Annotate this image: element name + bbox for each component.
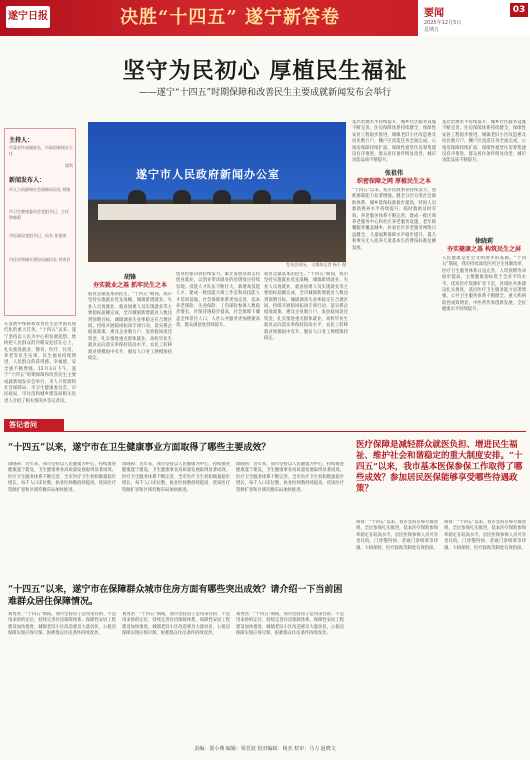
speaker-name: 张祖伟 [384, 170, 403, 177]
page-footer-credits: 责编：郭小燕 编辑：梁晋波 校对编辑：杨杰 校审：马力 赵晓文 [194, 746, 336, 752]
speaker-item: 市卫生健康委员会党组书记、主任 徐晓莉 [9, 209, 69, 220]
host-text: 市委宣传部副部长、市政府新闻办主任 [9, 145, 73, 156]
answer-column: 刘秀君：“十四五”期间，我市坚持房子是用来住的、不是用来炒的定位，持续完善住房保障体系，保障性安居工程建设加快推进，城镇老旧小区改造惠及大量居民，公租房保障实现应保尽保，困难群众住房条件持续改善。 [236, 612, 344, 637]
speaker-item: 市民政局党组书记、局长 张祖伟 [9, 233, 67, 238]
masthead-slogan: 决胜“十四五” 遂宁新答卷 [120, 7, 340, 28]
article-column: “十四五”以来，我市民政事业持续发力，兜底保障能力显著增强。健全分层分类社会救助体系，城乡低保标准稳步提高，特困人员救助供养水平持续提升，临时救助及时有效。养老服务体系不断完善，建成一批区域养老服务中心和社区养老服务设施，老年助餐服务覆盖城乡，居家社区养老服务网络日益健全。儿童福利保障水平稳步提升，孤儿和事实无人抚养儿童基本生活费按标准足额发放。 [352, 188, 436, 251]
speaker-topic: 织密保障之网 厚植民生之本 [356, 178, 432, 185]
question-heading: 医疗保障是减轻群众就医负担、增进民生福祉、维护社会和谐稳定的重大制度安排。“十四五”以来，我市基本医保参保工作取得了哪些成效？参加居民医保能够享受哪些待遇政策？ [356, 440, 523, 494]
section-divider [4, 431, 526, 432]
photo-caption: 发布会现场。 全媒体记者 杨千 摄 [286, 262, 346, 267]
qa-section-label: 答记者问 [9, 421, 37, 429]
newspaper-logo: 遂宁日报 [6, 6, 50, 28]
answer-column: 徐晓莉：近年来，我市坚持以人民健康为中心，持续推进健康遂宁建设，卫生健康事业高质量发展取得显著成效。医疗卫生服务体系不断完善，全市医疗卫生机构数量稳步增长，每千人口床位数、执业医师数持续提高，优质医疗资源扩容和区域均衡布局加快推进。 [236, 462, 344, 493]
masthead [0, 0, 530, 36]
page-headline: 坚守为民初心 厚植民生福祉 [122, 58, 408, 84]
article-column: 基层治理水平持续提升，城乡社区服务设施不断完善。住房保障体系持续健全，保障性安居工程稳步推进，城镇老旧小区改造惠及居民数万户，棚户区改造任务全面完成，公租房保障持续扩面，保障性租赁住房筹集建设有序推进，群众居住条件明显改善，城市功能品质不断提升。 [442, 120, 526, 164]
answer-column: 胡锋：“十四五”以来，我市坚持应保尽保原则，全民参保扎实推进，基本医疗保险参保率稳定在较高水平。居民医保参保人员可享受住院、门诊慢特病、普通门诊统筹等待遇，大病保险、医疗救助等制度有效衔接。 [444, 520, 526, 551]
lead-paragraph: 在发展中保障和改善民生是中国式现代化的重大任务。“十四五”以来，遂宁坚持以人民为中心的发展思想，始终把人民群众的冷暖安危挂在心上，扎实推进就业、教育、医疗、住房、养老等民生实事，民生福祉持续增进，人民群众的获得感、幸福感、安全感不断增强。12月3日下午，遂宁“十四五”时期保障和改善民生主要成就新闻发布会举行。市人力资源和社会保障局、市卫生健康委员会、市民政局、市住房和城乡建设局相关负责人介绍了相关情况并答记者问。 [4, 322, 76, 404]
article-column: 创业担保贷款持续发力，累计发放贷款支持创业就业，以创业带动就业的倍增效应持续显现。技能人才队伍不断壮大，新增高技能人才，建成一批技能大师工作室和高技能人才培训基地。社会保障体系更加完善，基本养老保险、失业保险、工伤保险参保人数稳步增长，社保待遇稳步提高，社会保障卡覆盖全体常住人口，人社公共服务更加便捷高效，群众满意度持续提升。 [176, 272, 260, 329]
issue-weekday: 星期五 [424, 27, 440, 33]
article-column: 就业是最基本的民生。“十四五”期间，我市坚持实施就业优先战略，城镇新增就业、失业人员再就业、就业困难人员实现就业等主要指标超额完成，全市城镇新增就业人数达到预期目标，城镇调查失业率稳定在合理区间。持续开展稳岗拓岗专项行动，落实援企稳岗政策，惠及企业数万户，发放稳岗返还资金，扎实推进重点群体就业，高校毕业生就业去向落实率保持较高水平，农民工转移就业规模稳中有升，脱贫人口务工规模保持稳定。 [264, 272, 348, 342]
conference-table [98, 204, 336, 220]
speaker-item: 市人力资源和社会保障局局长 胡锋 [9, 187, 71, 192]
issue-date: 2025年12月5日 [424, 20, 462, 26]
host-name: 梁利 [65, 163, 73, 168]
page-number: 03 [510, 3, 528, 17]
page-subheadline: ——遂宁“十四五”时期保障和改善民生主要成就新闻发布会举行 [138, 88, 392, 98]
speaker-topic: 夯实健康之基 构筑民生之屏 [446, 246, 522, 253]
question-heading: “十四五”以来，遂宁市在卫生健康事业方面取得了哪些主要成效？ [8, 443, 271, 453]
speaker-topic: 夯实就业之基 抓牢民生之本 [92, 282, 168, 289]
speaker-name: 徐晓莉 [474, 238, 493, 245]
answer-column: 胡锋：“十四五”以来，我市坚持应保尽保原则，全民参保扎实推进，基本医疗保险参保率稳定在较高水平。居民医保参保人员可享受住院、门诊慢特病、普通门诊统筹等待遇，大病保险、医疗救助等制度有效衔接。 [356, 520, 438, 551]
speaker-name: 胡锋 [123, 274, 136, 281]
article-column: 就业是最基本的民生。“十四五”期间，我市坚持实施就业优先战略，城镇新增就业、失业人员再就业、就业困难人员实现就业等主要指标超额完成，全市城镇新增就业人数达到预期目标，城镇调查失业率稳定在合理区间。持续开展稳岗拓岗专项行动，落实援企稳岗政策，惠及企业数万户，发放稳岗返还资金，扎实推进重点群体就业，高校毕业生就业去向落实率保持较高水平，农民工转移就业规模稳中有升，脱贫人口务工规模保持稳定。 [88, 292, 172, 362]
press-info-box [4, 128, 76, 316]
speakers-label: 新闻发布人： [9, 177, 46, 184]
article-column: 基层治理水平持续提升，城乡社区服务设施不断完善。住房保障体系持续健全，保障性安居工程稳步推进，城镇老旧小区改造惠及居民数万户，棚户区改造任务全面完成，公租房保障持续扩面，保障性租赁住房筹集建设有序推进，群众居住条件明显改善，城市功能品质不断提升。 [352, 120, 436, 164]
masthead-info [418, 0, 530, 36]
answer-column: 刘秀君：“十四五”期间，我市坚持房子是用来住的、不是用来炒的定位，持续完善住房保障体系，保障性安居工程建设加快推进，城镇老旧小区改造惠及大量居民，公租房保障实现应保尽保，困难群众住房条件持续改善。 [8, 612, 116, 637]
section-name: 要闻 [424, 8, 444, 19]
answer-column: 徐晓莉：近年来，我市坚持以人民健康为中心，持续推进健康遂宁建设，卫生健康事业高质量发展取得显著成效。医疗卫生服务体系不断完善，全市医疗卫生机构数量稳步增长，每千人口床位数、执业医师数持续提高，优质医疗资源扩容和区域均衡布局加快推进。 [122, 462, 230, 493]
article-column: 人民健康是社会文明进步的基础。“十四五”期间，我市持续深化医药卫生体制改革，医疗卫生服务体系日益完善，人均预期寿命稳步提高，主要健康指标优于全省平均水平。优质医疗资源扩容下沉，县域医共体建设扎实推进，基层医疗卫生服务能力显著增强。公共卫生服务体系不断健全，重大疾病防控成效明显，中医药传承创新发展，全民健康水平持续提升。 [442, 256, 526, 313]
host-label: 主持人： [9, 137, 34, 144]
answer-column: 刘秀君：“十四五”期间，我市坚持房子是用来住的、不是用来炒的定位，持续完善住房保障体系，保障性安居工程建设加快推进，城镇老旧小区改造惠及大量居民，公租房保障实现应保尽保，困难群众住房条件持续改善。 [122, 612, 230, 637]
answer-column: 徐晓莉：近年来，我市坚持以人民健康为中心，持续推进健康遂宁建设，卫生健康事业高质量发展取得显著成效。医疗卫生服务体系不断完善，全市医疗卫生机构数量稳步增长，每千人口床位数、执业医师数持续提高，优质医疗资源扩容和区域均衡布局加快推进。 [8, 462, 116, 493]
photo-screen-text: 遂宁市人民政府新闻办公室 [136, 168, 280, 181]
speaker-item: 市住房和城乡建设局副局长 刘秀君 [9, 257, 71, 262]
press-conference-photo [88, 122, 346, 262]
question-heading: “十四五”以来，遂宁市在保障群众城市住房方面有哪些突出成效？请介绍一下当前困难群众居住保障情况。 [8, 585, 343, 607]
